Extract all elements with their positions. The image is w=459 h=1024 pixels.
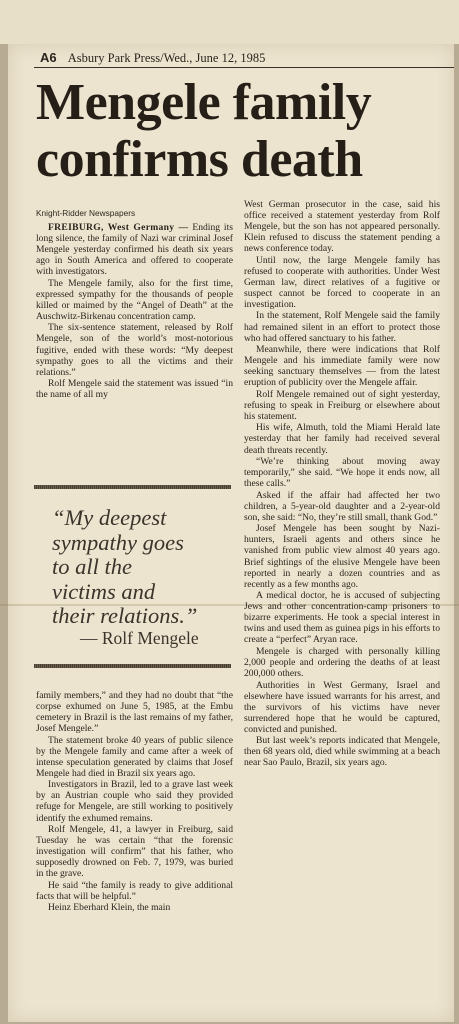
- pull-quote-attribution: — Rolf Mengele: [80, 628, 199, 648]
- headline: [36, 74, 456, 188]
- headline-line-2: confirms death: [36, 131, 363, 188]
- article-paragraph: Rolf Mengele, 41, a lawyer in Freiburg, said Tuesday he was certain “that the forensic investigation will confirm” that his father, who supposedly drowned on Feb. 7, 1979, was buried in the grave.: [36, 824, 233, 880]
- article-paragraph: A medical doctor, he is accused of subjecting Jews and other concentration-camp prisoners to bizarre experiments. He took a special interest in twins and used them as guinea pigs in his efforts to create a “perfect” Aryan race.: [244, 590, 440, 646]
- article-paragraph: The Mengele family, also for the first time, expressed sympathy for the thousands of people killed or maimed by the “Angel of Death” at the Auschwitz-Birkenau concentration camp.: [36, 277, 233, 322]
- byline: Knight-Ridder Newspapers: [36, 208, 136, 218]
- top-margin: [0, 0, 459, 44]
- pull-quote: “My deepest sympathy goes to all the victims and their relations.”: [52, 505, 198, 628]
- article-column-1: [36, 222, 233, 401]
- article-paragraph: His wife, Almuth, told the Miami Herald late yesterday that her family had received several death threats recently.: [244, 422, 440, 456]
- article-paragraph: Rolf Mengele remained out of sight yesterday, refusing to speak in Freiburg or elsewhere about his statement.: [244, 388, 440, 422]
- article-paragraph: Rolf Mengele said the statement was issued “in the name of all my: [36, 378, 233, 401]
- article-paragraph: Heinz Eberhard Klein, the main: [48, 902, 171, 914]
- header-rule: [34, 67, 454, 68]
- article-paragraph: Until now, the large Mengele family has refused to cooperate with authorities. Under West German law, direct relatives of a fugitive or suspect cannot be forced to cooperate in an investigation.: [244, 254, 440, 310]
- article-paragraph: family members,” and they had no doubt that “the corpse exhumed on June 5, 1985, at the Embu cemetery in Brazil is the last remains of my father, Josef Mengele.”: [36, 690, 233, 735]
- publication-dateline: Asbury Park Press/Wed., June 12, 1985: [67, 51, 266, 65]
- article-paragraph: Meanwhile, there were indications that Rolf Mengele and his immediate family were now seeking sanctuary themselves — from the latest eruption of publicity over the Mengele affair.: [244, 344, 440, 389]
- article-paragraph: But last week’s reports indicated that Mengele, then 68 years old, died while swimming at a beach near Sao Paulo, Brazil, six years ago.: [244, 735, 440, 769]
- article-paragraph: Mengele is charged with personally killing 2,000 people and ordering the deaths of at least 200,000 others.: [244, 645, 440, 679]
- headline-line-1: Mengele family: [36, 74, 372, 131]
- article-paragraph: The six-sentence statement, released by Rolf Mengele, son of the world’s most-notorious fugitive, ended with these words: “My deepest sympathy goes to all the victims and their relations.”: [36, 322, 233, 378]
- article-column-2: [244, 199, 440, 769]
- article-paragraph: The statement broke 40 years of public silence by the Mengele family and came after a week of intense speculation generated by claims that Josef Mengele had died in Brazil six years ago.: [36, 734, 233, 779]
- article-paragraph: In the statement, Rolf Mengele said the family had remained silent in an effort to protect those who had offered sanctuary to his father.: [244, 310, 440, 344]
- article-paragraph: Investigators in Brazil, led to a grave last week by an Austrian couple who said they provided refuge for Mengele, are still working to positively identify the exhumed remains.: [36, 779, 233, 824]
- article-column-1-continued: [36, 690, 233, 914]
- pull-quote-bottom-rule: [34, 664, 231, 668]
- article-paragraph: West German prosecutor in the case, said his office received a statement yesterday from Rolf Mengele, but the son has not appeared personally. Klein refused to discuss the statement pending a news conference today.: [244, 199, 440, 255]
- article-paragraph: He said “the family is ready to give additional facts that will be helpful.”: [36, 879, 233, 902]
- dateline: FREIBURG, West Germany —: [48, 222, 189, 233]
- article-paragraph: Asked if the affair had affected her two children, a 5-year-old daughter and a 2-year-old son, she said: “No, they’re still small, thank God.”: [244, 489, 440, 523]
- article-paragraph: Josef Mengele has been sought by Nazi-hunters, Israeli agents and others since he vanished from public view almost 40 years ago. Brief sightings of the elusive Mengele have been reported in nearly a dozen countries and as recently as a few months ago.: [244, 523, 440, 590]
- pull-quote-top-rule: [34, 485, 231, 489]
- page-number: A6: [40, 50, 57, 65]
- page-header: [40, 50, 265, 66]
- article-paragraph: FREIBURG, West Germany — Ending its long silence, the family of Nazi war criminal Josef Mengele yesterday confirmed his death six years ago in South America and offered to cooperate with investigators.: [36, 222, 233, 278]
- article-paragraph: “We’re thinking about moving away temporarily,” she said. “We hope it ends now, all these calls.”: [244, 456, 440, 490]
- article-paragraph: Authorities in West Germany, Israel and elsewhere have issued warrants for his arrest, and the survivors of his victims have never surrendered hope that he would be captured, convicted and punished.: [244, 679, 440, 735]
